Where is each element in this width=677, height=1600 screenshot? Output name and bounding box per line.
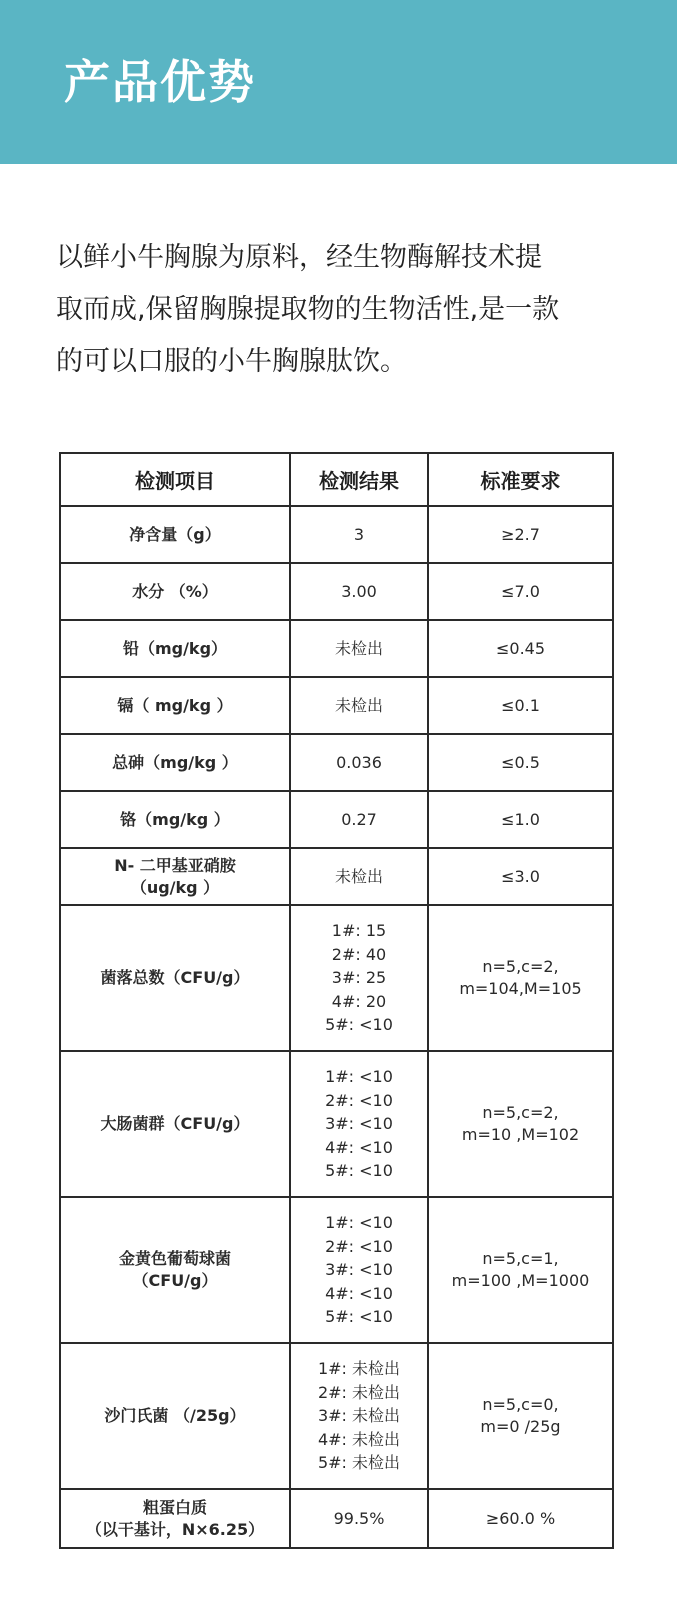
test-item-cell	[60, 563, 290, 620]
test-item-cell-line: 菌落总数（CFU/g）	[100, 968, 250, 987]
standard-cell	[428, 677, 613, 734]
standard-cell-line: m=0 /25g	[480, 1417, 561, 1436]
test-result-cell-line: 1#: <10	[325, 1213, 393, 1233]
test-result-cell-line: 2#: 未检出	[317, 1382, 401, 1402]
standard-cell	[428, 905, 613, 1051]
intro-line: 取而成,保留胸腺提取物的生物活性,是一款	[56, 294, 560, 325]
standard-cell-line: ≤0.45	[495, 638, 546, 658]
test-result-cell	[290, 563, 428, 620]
standard-cell-line: m=104,M=105	[459, 979, 582, 998]
table-row	[60, 620, 613, 677]
test-item-cell-line: 铅（mg/kg）	[122, 638, 228, 658]
test-item-cell	[60, 1343, 290, 1489]
table-row	[60, 677, 613, 734]
test-item-cell-line: 大肠菌群（CFU/g）	[100, 1114, 250, 1133]
test-result-cell-line: 4#: 20	[331, 991, 387, 1011]
test-result-cell-line: 5#: 未检出	[317, 1453, 401, 1473]
table-row	[60, 1343, 613, 1489]
test-item-cell-line: （以干基计，N×6.25）	[85, 1519, 265, 1539]
test-result-cell-line: 3	[353, 524, 365, 544]
test-result-cell-line: 2#: 40	[331, 944, 387, 964]
test-item-cell-line: 铬（mg/kg ）	[120, 809, 230, 829]
test-result-cell-line: 5#: <10	[325, 1307, 393, 1327]
standard-cell-line: ≤7.0	[501, 581, 540, 601]
test-result-cell-line: 5#: <10	[325, 1015, 393, 1035]
table-row	[60, 563, 613, 620]
test-result-cell	[290, 677, 428, 734]
test-result-cell	[290, 1489, 428, 1548]
table-row	[60, 905, 613, 1051]
test-item-cell-line: （CFU/g）	[132, 1271, 218, 1290]
table-row	[60, 791, 613, 848]
header-standard: 标准要求	[428, 453, 613, 506]
standard-cell	[428, 1489, 613, 1548]
test-item-cell	[60, 620, 290, 677]
test-result-cell-line: 1#: <10	[325, 1067, 393, 1087]
test-item-cell	[60, 734, 290, 791]
test-result-cell-line: 0.27	[341, 809, 377, 829]
table-row	[60, 1197, 613, 1343]
test-item-cell	[60, 677, 290, 734]
standard-cell-line: n=5,c=0,	[482, 1395, 559, 1414]
standard-cell-line: m=10 ,M=102	[461, 1125, 580, 1144]
header-test-item: 检测项目	[60, 453, 290, 506]
standard-cell	[428, 506, 613, 563]
test-item-cell	[60, 905, 290, 1051]
test-result-cell	[290, 1343, 428, 1489]
test-item-cell	[60, 848, 290, 905]
standard-cell-line: ≥2.7	[501, 524, 540, 544]
table-row	[60, 848, 613, 905]
intro-line: 的可以口服的小牛胸腺肽饮。	[56, 346, 407, 377]
test-result-cell	[290, 905, 428, 1051]
intro-line: 以鲜小牛胸腺为原料，经生物酶解技术提	[56, 242, 542, 273]
test-result-cell-line: 未检出	[334, 695, 383, 715]
standard-cell-line: n=5,c=2,	[482, 1103, 559, 1122]
title-banner	[0, 0, 677, 164]
test-item-cell	[60, 1051, 290, 1197]
test-result-cell	[290, 1197, 428, 1343]
table-row	[60, 1489, 613, 1548]
test-item-cell	[60, 506, 290, 563]
test-result-cell-line: 99.5%	[333, 1508, 385, 1528]
test-result-cell-line: 4#: <10	[325, 1137, 393, 1157]
test-result-cell-line: 5#: <10	[325, 1161, 393, 1181]
table-row	[60, 1051, 613, 1197]
standard-cell	[428, 848, 613, 905]
test-result-cell-line: 0.036	[336, 752, 382, 772]
standard-cell	[428, 791, 613, 848]
standard-cell-line: ≤0.5	[501, 752, 540, 772]
standard-cell	[428, 563, 613, 620]
test-result-cell	[290, 791, 428, 848]
standard-cell	[428, 734, 613, 791]
intro-paragraph	[56, 232, 626, 388]
test-result-cell-line: 3#: 25	[331, 968, 387, 988]
test-result-cell-line: 3#: 未检出	[317, 1406, 401, 1426]
table-header-row	[60, 453, 613, 506]
test-result-cell	[290, 734, 428, 791]
test-results-table	[59, 452, 614, 1549]
test-result-cell-line: 3.00	[341, 581, 377, 601]
test-item-cell-line: 镉（ mg/kg ）	[117, 695, 233, 715]
page-title: 产品优势	[64, 55, 256, 109]
standard-cell-line: m=100 ,M=1000	[451, 1271, 590, 1290]
test-result-cell	[290, 1051, 428, 1197]
test-item-cell	[60, 1197, 290, 1343]
standard-cell	[428, 1197, 613, 1343]
test-result-cell-line: 3#: <10	[325, 1114, 393, 1134]
test-result-cell	[290, 620, 428, 677]
table-body	[60, 506, 613, 1548]
test-result-cell	[290, 848, 428, 905]
standard-cell-line: n=5,c=1,	[482, 1249, 559, 1268]
test-item-cell	[60, 791, 290, 848]
standard-cell-line: ≤0.1	[501, 695, 540, 715]
test-item-cell-line: （ug/kg ）	[130, 877, 220, 897]
test-item-cell	[60, 1489, 290, 1548]
test-result-cell-line: 2#: <10	[325, 1236, 393, 1256]
standard-cell	[428, 1051, 613, 1197]
standard-cell-line: ≤3.0	[501, 866, 540, 886]
standard-cell-line: n=5,c=2,	[482, 957, 559, 976]
test-result-cell-line: 未检出	[334, 638, 383, 658]
standard-cell-line: ≥60.0 %	[485, 1508, 556, 1528]
test-result-cell-line: 未检出	[334, 866, 383, 886]
test-item-cell-line: 净含量（g）	[129, 524, 221, 544]
standard-cell-line: ≤1.0	[501, 809, 540, 829]
test-item-cell-line: 总砷（mg/kg ）	[112, 752, 238, 772]
test-result-cell-line: 1#: 未检出	[317, 1359, 401, 1379]
test-result-cell-line: 3#: <10	[325, 1260, 393, 1280]
test-result-cell	[290, 506, 428, 563]
standard-cell	[428, 620, 613, 677]
standard-cell	[428, 1343, 613, 1489]
test-result-cell-line: 1#: 15	[331, 921, 387, 941]
test-item-cell-line: N- 二甲基亚硝胺	[114, 855, 236, 875]
table-row	[60, 734, 613, 791]
header-test-result: 检测结果	[290, 453, 428, 506]
test-item-cell-line: 水分 （%）	[132, 581, 218, 601]
table-row	[60, 506, 613, 563]
test-result-cell-line: 4#: 未检出	[317, 1429, 401, 1449]
test-result-cell-line: 4#: <10	[325, 1283, 393, 1303]
test-item-cell-line: 粗蛋白质	[142, 1497, 207, 1517]
test-result-cell-line: 2#: <10	[325, 1090, 393, 1110]
test-item-cell-line: 金黄色葡萄球菌	[118, 1249, 231, 1268]
test-item-cell-line: 沙门氏菌 （/25g）	[104, 1406, 246, 1425]
